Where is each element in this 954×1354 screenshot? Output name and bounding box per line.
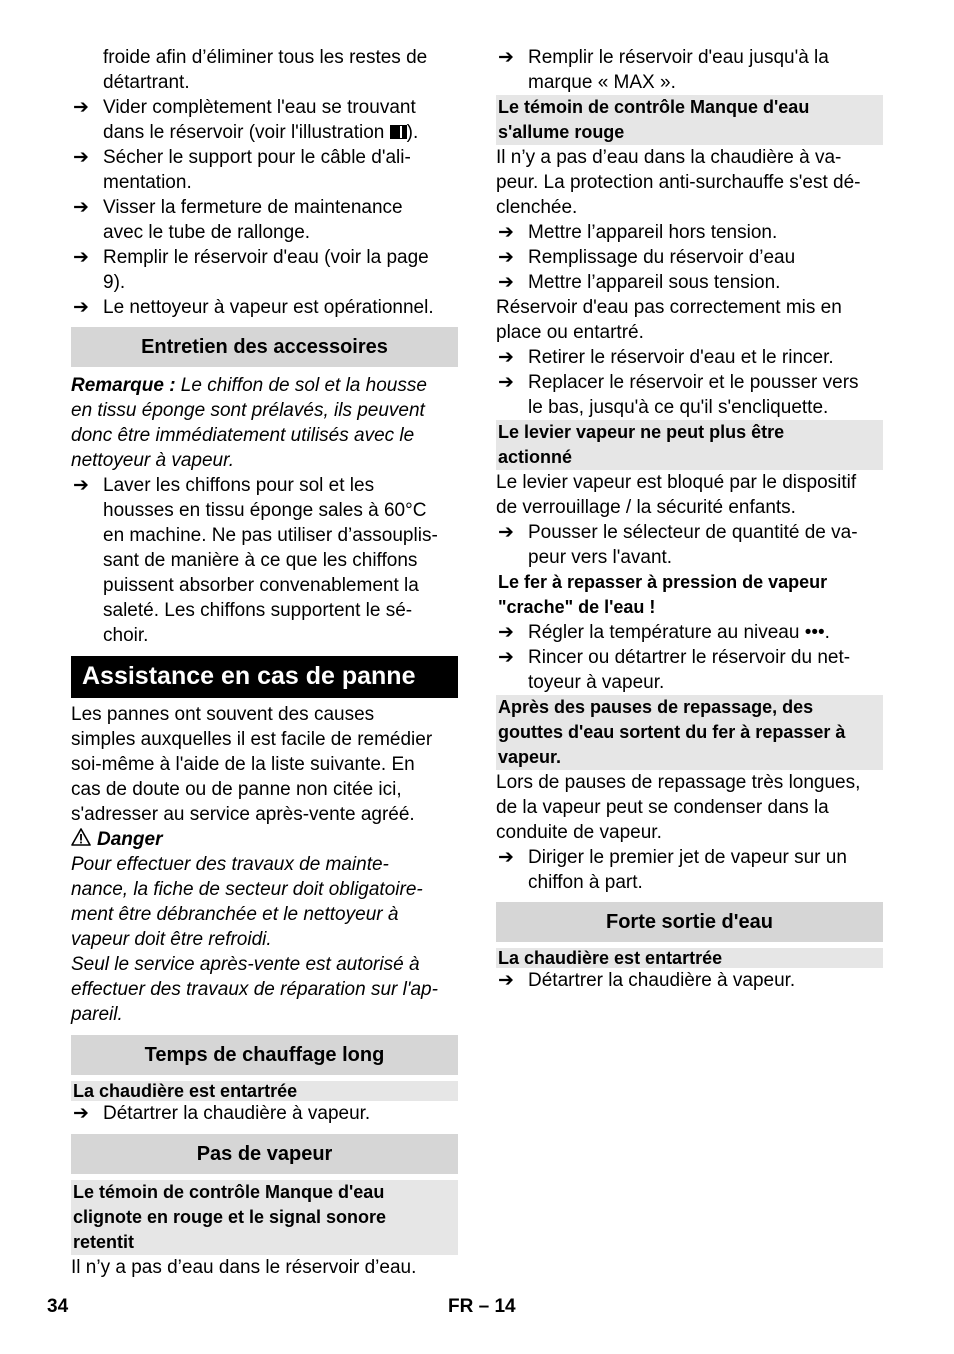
text-line: housses en tissu éponge sales à 60°C (103, 500, 427, 521)
arrow-right-icon: ➔ (73, 474, 89, 496)
bullet-item (496, 245, 883, 270)
text-line: froide afin d’éliminer tous les restes de (103, 47, 428, 68)
bullet-item (496, 645, 883, 695)
text-line: place ou entartré. (496, 322, 644, 343)
bullet-item (496, 520, 883, 570)
text-line: s'adresser au service après-vente agréé. (71, 804, 415, 825)
text-line: Le fer à repasser à pression de vapeur (498, 572, 828, 592)
remark-line: donc être immédiatement utilisés avec le (71, 425, 415, 446)
text-line: Le levier vapeur ne peut plus être (498, 422, 785, 442)
arrow-right-icon: ➔ (498, 646, 514, 668)
subheading-scale: La chaudière est entartrée (71, 1081, 458, 1101)
text-fragment: Le chiffon de sol et la housse (175, 375, 427, 396)
language-page-label: FR – 14 (448, 1296, 516, 1317)
text-line: Réservoir d'eau pas correctement mis en (496, 297, 842, 318)
bullet-item (496, 220, 883, 245)
text-line: clignote en rouge et le signal sonore (73, 1207, 387, 1227)
remark-line: nettoyeur à vapeur. (71, 450, 235, 471)
bullet-item (496, 620, 883, 645)
text-line: conduite de vapeur. (496, 822, 662, 843)
text-line: Il n’y a pas d’eau dans le réservoir d’eau. (71, 1257, 417, 1278)
text-line: détartrant. (103, 72, 190, 93)
text-line: Détartrer la chaudière à vapeur. (103, 1103, 371, 1124)
arrow-right-icon: ➔ (73, 196, 89, 218)
text-line: Le nettoyeur à vapeur est opérationnel. (103, 297, 434, 318)
warning-triangle-icon (71, 828, 91, 846)
text-line: Rincer ou détartrer le réservoir du net- (528, 647, 851, 668)
text-line: Mettre l’appareil sous tension. (528, 272, 781, 293)
danger-text-line: nance, la fiche de secteur doit obligatoire- (71, 879, 423, 900)
arrow-right-icon: ➔ (498, 371, 514, 393)
text-line: toyeur à vapeur. (528, 672, 665, 693)
text-line: le bas, jusqu'à ce qu'il s'encliquette. (528, 397, 829, 418)
danger-label-line (71, 827, 458, 852)
text-line: saleté. Les chiffons supportent le sé- (103, 600, 413, 621)
text-line: Il n’y a pas d’eau dans la chaudière à va- (496, 147, 842, 168)
danger-text-line: Pour effectuer des travaux de mainte- (71, 854, 389, 875)
subheading-lever (496, 420, 883, 470)
text-line: Pousser le sélecteur de quantité de va- (528, 522, 858, 543)
arrow-right-icon: ➔ (498, 521, 514, 543)
danger-text-line: effectuer des travaux de réparation sur l'ap- (71, 979, 438, 1000)
arrow-right-icon: ➔ (498, 246, 514, 268)
text-line: peur. La protection anti-surchauffe s'est dé- (496, 172, 861, 193)
bullet-item (496, 845, 883, 895)
text-line: en machine. Ne pas utiliser d’assouplis- (103, 525, 438, 546)
text-line: Visser la fermeture de maintenance (103, 197, 403, 218)
bullet-item (496, 45, 883, 95)
arrow-right-icon: ➔ (73, 246, 89, 268)
danger-text-line: ment être débranchée et le nettoyeur à (71, 904, 399, 925)
bullet-item (496, 345, 883, 370)
text-line: Replacer le réservoir et le pousser vers (528, 372, 859, 393)
text-line: simples auxquelles il est facile de remédier (71, 729, 433, 750)
arrow-right-icon: ➔ (73, 296, 89, 318)
text-line: Régler la température au niveau •••. (528, 622, 830, 643)
text-line: sant de manière à ce que les chiffons (103, 550, 418, 571)
bullet-item (71, 295, 458, 320)
text-line (103, 120, 458, 145)
bullet-item (71, 195, 458, 245)
bullet-item (496, 968, 883, 993)
text-line: mentation. (103, 172, 192, 193)
text-line: vapeur. (498, 747, 562, 767)
arrow-right-icon: ➔ (498, 271, 514, 293)
text-line: gouttes d'eau sortent du fer à repasser à (498, 722, 846, 742)
danger-text-line: vapeur doit être refroidi. (71, 929, 272, 950)
chapter-heading: Assistance en cas de panne (71, 656, 458, 698)
remark-line (71, 373, 458, 398)
text-line: choir. (103, 625, 149, 646)
bullet-item (71, 95, 458, 145)
text-line: Mettre l’appareil hors tension. (528, 222, 778, 243)
remark-line: en tissu éponge sont prélavés, ils peuvent (71, 400, 425, 421)
text-line: Sécher le support pour le câble d'ali- (103, 147, 411, 168)
text-line: soi-même à l'aide de la liste suivante. En (71, 754, 415, 775)
text-line: Détartrer la chaudière à vapeur. (528, 970, 796, 991)
text-line: Vider complètement l'eau se trouvant (103, 97, 416, 118)
danger-text-line: pareil. (71, 1004, 123, 1025)
text-line: Remplir le réservoir d'eau jusqu'à la (528, 47, 829, 68)
bullet-item (71, 145, 458, 195)
subheading-red-light (496, 95, 883, 145)
text-line: chiffon à part. (528, 872, 643, 893)
text-line: Le témoin de contrôle Manque d'eau (498, 97, 810, 117)
subheading-drops (496, 695, 883, 770)
text-line: Remplir le réservoir d'eau (voir la page (103, 247, 429, 268)
left-column (71, 45, 458, 1280)
arrow-right-icon: ➔ (498, 621, 514, 643)
text-line: Laver les chiffons pour sol et les (103, 475, 375, 496)
text-line: clenchée. (496, 197, 578, 218)
text-line: Remplissage du réservoir d’eau (528, 247, 796, 268)
text-line: de verrouillage / la sécurité enfants. (496, 497, 796, 518)
arrow-right-icon: ➔ (498, 969, 514, 991)
text-line: s'allume rouge (498, 122, 625, 142)
illustration-reference-icon (390, 125, 407, 139)
text-line: puissent absorber convenablement la (103, 575, 419, 596)
text-line: Lors de pauses de repassage très longues, (496, 772, 861, 793)
text-line: avec le tube de rallonge. (103, 222, 311, 243)
section-heading-no-steam: Pas de vapeur (71, 1134, 458, 1174)
text-line: retentit (73, 1232, 135, 1252)
arrow-right-icon: ➔ (73, 146, 89, 168)
text-line: Après des pauses de repassage, des (498, 697, 814, 717)
arrow-right-icon: ➔ (498, 46, 514, 68)
bullet-item (71, 1101, 458, 1126)
text-line: Diriger le premier jet de vapeur sur un (528, 847, 847, 868)
bullet-item (496, 270, 883, 295)
arrow-right-icon: ➔ (498, 221, 514, 243)
subheading-blink (71, 1180, 458, 1255)
text-line: Retirer le réservoir d'eau et le rincer. (528, 347, 834, 368)
text-line: "crache" de l'eau ! (498, 597, 656, 617)
text-line: peur vers l'avant. (528, 547, 673, 568)
text-line: actionné (498, 447, 573, 467)
page-number: 34 (47, 1296, 69, 1317)
arrow-right-icon: ➔ (73, 96, 89, 118)
danger-text-line: Seul le service après-vente est autorisé à (71, 954, 420, 975)
right-column (496, 45, 883, 993)
section-heading-accessories: Entretien des accessoires (71, 327, 458, 367)
bullet-item (71, 245, 458, 295)
text-line: Le témoin de contrôle Manque d'eau (73, 1182, 385, 1202)
danger-label: Danger (97, 829, 163, 850)
bullet-item (496, 370, 883, 420)
arrow-right-icon: ➔ (73, 1102, 89, 1124)
text-fragment: ). (406, 122, 419, 143)
text-fragment: dans le réservoir (voir l'illustration (103, 122, 390, 143)
remark-label: Remarque : (71, 375, 176, 396)
section-heading-water-output: Forte sortie d'eau (496, 902, 883, 942)
arrow-right-icon: ➔ (498, 846, 514, 868)
text-line: de la vapeur peut se condenser dans la (496, 797, 829, 818)
text-line: 9). (103, 272, 126, 293)
text-line: Le levier vapeur est bloqué par le dispositif (496, 472, 857, 493)
subheading-scale: La chaudière est entartrée (496, 948, 883, 968)
text-line: cas de doute ou de panne non citée ici, (71, 779, 402, 800)
section-heading-heating: Temps de chauffage long (71, 1035, 458, 1075)
text-line: Les pannes ont souvent des causes (71, 704, 375, 725)
subheading-iron (496, 570, 883, 620)
arrow-right-icon: ➔ (498, 346, 514, 368)
text-line: marque « MAX ». (528, 72, 676, 93)
bullet-item (71, 473, 458, 648)
